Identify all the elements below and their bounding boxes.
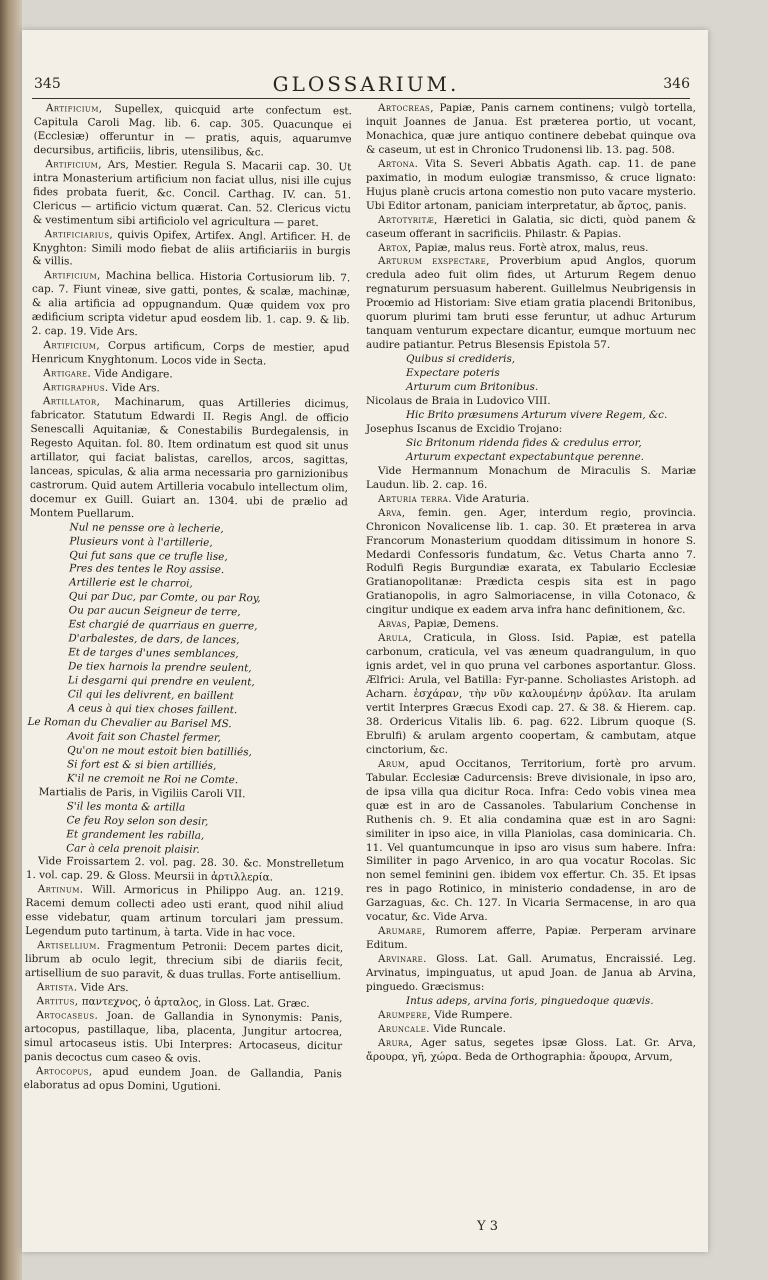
book-page: [22, 30, 708, 1252]
entry: [366, 1009, 696, 1023]
entry-text: Papiæ, Panis carnem continens; vulgò tortella, inquit Joannes de Janua. Est præterea portio, ut vocant, Monachica, quæ jure antiquo continere debebat quinque ova & caseum, ut est in Chronico Trudonensi lib. 13. pag. 508.: [366, 102, 696, 156]
entry-headword: Artona.: [378, 157, 419, 170]
entry-text: Fragmentum Petronii: Decem partes dicit, librum ab oculo legit, threcium sibi de diariis fecit, artisellium de suo paravit, & duas trullas. Forte antisellium.: [24, 939, 344, 983]
left-verses-1: [28, 521, 348, 720]
verse-line: Li desgarni qui prendre en veulent,: [67, 674, 255, 689]
entry-headword: Artisellium.: [37, 939, 101, 952]
running-title: GLOSSARIUM.: [272, 72, 460, 96]
entry: [32, 269, 351, 342]
verse-line: S'il les monta & artilla: [66, 800, 186, 814]
verse-line: Arturum cum Britonibus.: [406, 381, 539, 394]
right-verses-4: [366, 995, 696, 1009]
verse-line: De tiex harnois la prendre seulent,: [68, 660, 252, 675]
entry-headword: Arva,: [378, 506, 406, 519]
right-verses-1: [366, 353, 696, 395]
entry-headword: Artitus,: [36, 995, 79, 1008]
verse-line: Et grandement les rabilla,: [66, 827, 205, 842]
entry-text: Hæretici in Galatia, sic dicti, quòd panem & caseum offerant in sacrificiis. Philastr. & Papias.: [366, 213, 696, 240]
verse-line: Est chargié de quarriaus en guerre,: [68, 618, 258, 633]
entry-text: Proverbium apud Anglos, quorum credula adeo fuit olim fides, ut Arturum Regem denuo regnaturum persuasum haberent. Guillelmus Neubrigensis in Proœmio ad Historiam: Sive etiam gratia placendi Britonibus, quorum plurimi tam bruti esse feruntur, ut adhuc Arturum tanquam venturum expectare dicantur, eumque mortuum nec audire patiantur. Petrus Blesensis Epistola 57.: [366, 255, 696, 352]
entry-headword: Artocreas,: [378, 102, 434, 114]
entry: [31, 339, 349, 370]
entry-headword: Artificium,: [44, 269, 101, 283]
entry: [366, 1023, 696, 1037]
entry-text: Corpus artificum, Corps de mestier, apud Henricum Knyghtonum. Locos vide in Secta.: [31, 339, 350, 368]
left-verses-3: [26, 800, 345, 859]
header-rule: [32, 98, 690, 99]
entry-headword: Arturia terra.: [378, 492, 452, 505]
left-entries-3: [24, 855, 344, 1096]
entry-headword: Artotyritæ,: [378, 213, 438, 226]
right-citation-1: Nicolaus de Braia in Ludovico VIII.: [366, 395, 551, 408]
verse-line: Ce feu Roy selon son desir,: [66, 813, 209, 828]
entry-text: Craticula, in Gloss. Isid. Papiæ, est patella carbonum, craticula, vel vas æneum quadrangulum, in quo ignis ardet, vel in quo pruna vel carbones asportantur. Gloss. Ælfrici: Arula, vel Batilla: Fyr-panne. Scholiastes Aristoph. ad Acharn. ἐσχάραν, τὴν νῦν καλουμένην ἀρύλαν. Ita arulam vertit Interpres Græcus Exodi cap. 27. & 38. & Hierem. cap. 38. Ordericus Vitalis lib. 6. pag. 622. Librum quoque (S. Ebrulfi) & arulam argento coopertam, & cambutam, atque cinctorium, &c.: [366, 632, 696, 756]
left-column: [24, 102, 352, 1096]
entry-text: Will. Armoricus in Philippo Aug. an. 1219. Racemi demum collecti adeo usti erant, quod nihil aliud esse videbatur, quam artinum torculari jam pressum. Legendum puto tartinum, à tarta. Vide in hac voce.: [25, 883, 344, 941]
entry-text: Machinarum, quas Artilleries dicimus, fabricator. Statutum Edwardi II. Regis Angl. de officio Senescalli Aquitaniæ, & Conestabilis Burdegalensis, in Regesto Aquitan. fol. 80. Item ordinatum est quod sit unus artillator, qui faciat balistas, carellos, arcos, sagittas, lanceas, spiculas, & alia arma necessaria pro garnizionibus castrorum. Quid autem Artilleria vocabulo intellectum olim, docemur ex Guill. Guiart an. 1304. ubi de prælio ad Montem Puellarum.: [29, 395, 349, 520]
verse-line: Qu'on ne mout estoit bien batilliés,: [67, 744, 252, 759]
right-entries: [366, 102, 696, 353]
entry-text: Vide Hermannum Monachum de Miraculis S. Mariæ Laudun. lib. 2. cap. 16.: [366, 464, 696, 491]
entry-headword: Artista.: [36, 981, 78, 994]
entry-headword: Arumpere,: [378, 1008, 431, 1021]
entry-text: παντεχνος, ὁ ἀρταλος, in Gloss. Lat. Græc.: [78, 995, 310, 1010]
entry-text: Machina bellica. Historia Cortusiorum lib. 7. cap. 7. Fiunt vineæ, sive gatti, pontes, & scalæ, machinæ, & alia artificia ad oppugnandum. Quæ quidem vox pro ædificium scripta videtur apud eosdem lib. 1. cap. 9. & lib. 2. cap. 19. Vide Ars.: [31, 270, 351, 339]
entry-headword: Artox,: [378, 241, 412, 254]
entry: [366, 158, 696, 214]
entry: [366, 632, 696, 758]
verse-line: Hic Brito præsumens Arturum vivere Regem, &c.: [406, 408, 668, 421]
page-number-right: 346: [663, 76, 690, 92]
entry: [26, 855, 344, 886]
entry-headword: Artocaseus.: [36, 1009, 99, 1022]
entry-text: Martialis de Paris, in Vigiliis Caroli VII.: [38, 785, 246, 800]
book-spine: [0, 0, 22, 1280]
right-entries-2: [366, 465, 696, 995]
verse-line: Qui par Duc, par Comte, ou par Roy,: [68, 590, 261, 605]
entry: [32, 228, 350, 273]
verse-line: Qui fut sans que ce trufle lise,: [69, 548, 228, 563]
entry: [366, 255, 696, 353]
verse-line: K'il ne cremoit ne Roi ne Comte.: [66, 772, 239, 786]
verse-line: Car à cela prenoit plaisir.: [66, 841, 200, 856]
verse-line: Expectare poteris: [406, 367, 500, 380]
entry-text: Vide Ars.: [77, 981, 129, 995]
entry: [366, 214, 696, 242]
entry-text: Vide Andigare.: [91, 367, 173, 381]
entry-text: Vide Araturia.: [451, 492, 530, 505]
entry-text: apud Occitanos, Territorium, fortè pro arvum. Tabular. Ecclesiæ Cadurcensis: Breve divisionale, in ipso aro, de ipsa villa qua dicitur Roca. Infra: Cedo vobis vinea mea quæ est in aro de Cassanoles. Tabularium Conchense in Ruthenis ch. 9. Et alia condamina quæ est in aro Sagni: similiter in ipso aice, in villa Planiolas, casa dominicaria. Ch. 11. Vel quantumcunque in ipso aro visus sum habere. Infra: Similiter in pago Arvenico, in aro qua vocatur Rocolas. Sic non semel feminini gen. ibidem vox effertur. Ch. 35. Et ipsas res in pago Rotinico, in ministerio condadense, in aro de Garzaguas, &c. Ch. 127. In Vicaria Sermacense, in aro qua vocatur, &c. Vide Arva.: [366, 757, 696, 924]
verse-line: Arturum expectant expectabuntque perenne.: [406, 450, 645, 463]
verse-line: Pres des tentes le Roy assise.: [69, 562, 225, 577]
right-verses-2: [366, 409, 696, 423]
entry: [366, 758, 696, 925]
entry-headword: Artificium,: [45, 102, 103, 115]
entry-text: Papiæ, Demens.: [410, 618, 499, 631]
verse-line: Avoit fait son Chastel fermer,: [67, 730, 222, 744]
page-number-left: 345: [34, 76, 61, 92]
entry: [366, 507, 696, 619]
verse-line: Intus adeps, arvina foris, pinguedoque quævis.: [406, 995, 654, 1007]
entry-text: Gloss. Lat. Gall. Arumatus, Encraissié. Leg. Arvinatus, impinguatus, ut apud Joan. de Janua ab Arvina, pinguedo. Græcismus:: [366, 953, 696, 994]
entry-text: Rumorem afferre, Papiæ. Perperam arvinare Editum.: [366, 925, 696, 952]
entry: [366, 242, 696, 256]
entry-headword: Artigare.: [43, 367, 92, 380]
entry-headword: Artillator,: [42, 395, 101, 408]
entry: [25, 883, 344, 942]
entry: [366, 493, 696, 507]
entry-text: Vide Rumpere.: [430, 1008, 513, 1021]
entry: [25, 939, 343, 984]
entry: [24, 1009, 343, 1068]
entry: [366, 953, 696, 995]
entry-headword: Artificiarius,: [44, 227, 114, 241]
verse-line: Nul ne pensse ore à lecherie,: [69, 520, 224, 535]
entry: [366, 925, 696, 953]
entry: [33, 102, 352, 161]
verse-line: Plusieurs vont à l'artillerie,: [69, 534, 213, 549]
entry-headword: Arura,: [378, 1036, 413, 1049]
entry-headword: Arturum exspectare,: [378, 255, 490, 268]
entry: [30, 395, 349, 524]
entry-headword: Arumare,: [378, 925, 426, 938]
entry-text: Ars, Mestier. Regula S. Macarii cap. 30. Ut intra Monasterium artificium non faciat ullus, nisi ille cujus fides probata fuerit, &c. Concil. Carthag. IV. can. 51. Clericus — artificio victum quærat. Can. 52. Clericus victu & vestimentum sibi artificiolo vel agricultura — paret.: [32, 158, 352, 229]
entry-text: apud eundem Joan. de Gallandia, Panis elaboratus ad opus Domini, Ugutioni.: [23, 1065, 342, 1093]
entry-text: Joan. de Gallandia in Synonymis: Panis, artocopus, pastillaque, liba, placenta, Jungitur artocrea, simul artocaseus istis. Ubi Interpres: Artocaseus, dicitur panis decoctus cum caseo & ovis.: [23, 1009, 343, 1065]
entry-headword: Aruncale.: [378, 1022, 430, 1035]
entry-text: Ager satus, segetes ipsæ Gloss. Lat. Gr. Arva, ἄρουρα, γῆ, χώρα. Beda de Orthographia: ἄρουρα, Arvum,: [366, 1036, 696, 1063]
verse-line: Et de targes d'unes semblances,: [68, 646, 239, 661]
entry-headword: Artificium,: [45, 157, 103, 171]
left-note: Le Roman du Chevalier au Barisel MS.: [27, 715, 232, 731]
right-citation-2: Josephus Iscanus de Excidio Trojano:: [366, 422, 563, 435]
right-verses-3: [366, 437, 696, 465]
right-entries-3: [366, 1009, 696, 1065]
verse-line: Ou par aucun Seigneur de terre,: [68, 604, 241, 619]
verse-line: A ceus à qui tiex choses faillent.: [67, 702, 238, 717]
entry-headword: Artigraphus.: [42, 381, 109, 394]
entry-text: Vita S. Severi Abbatis Agath. cap. 11. de pane paximatio, in modum eulogiæ transmisso, & cruce lignato: Hujus planè crucis artona comestio non puto vacare mysterio. Ubi Editor artonam, paniciam interpretatur, ab ἄρτος, panis.: [366, 157, 696, 212]
left-entries: [30, 102, 352, 524]
entry-headword: Arvinare.: [378, 953, 427, 966]
left-verses-2: [27, 730, 346, 789]
entry-text: femin. gen. Ager, interdum regio, provincia. Chronicon Novalicense lib. 1. cap. 30. Et præterea in arva Francorum Monasterium quoddam ditissimum in honore S. Medardi Confessoris fundatum, &c. Vetus Charta anno 7. Rodulfi Regis Burgundiæ exarata, ex Tabulario Ecclesiæ Gratianopolitanæ: Prædicta cespis sita est in pago Gratianopolis, in agro Salmoriacense, in villa Cotonaco, & cingitur undique ex eadem arva infra hanc definitionem, &c.: [366, 506, 696, 617]
entry-headword: Arula,: [378, 632, 413, 645]
entry: [366, 102, 696, 158]
signature-mark: Y 3: [477, 1219, 498, 1234]
entry-text: Papiæ, malus reus. Fortè atrox, malus, reus.: [411, 241, 649, 254]
entry-text: Vide Runcale.: [429, 1022, 506, 1035]
entry: [366, 465, 696, 493]
verse-line: Si fort est & si bien artilliés,: [67, 758, 217, 772]
entry: [366, 618, 696, 632]
entry-headword: Artinum.: [37, 883, 84, 896]
verse-line: Artillerie est le charroi,: [68, 576, 193, 591]
entry-text: Supellex, quicquid arte confectum est. Capitula Caroli Mag. lib. 6. cap. 305. Quacunque ei (Ecclesiæ) offeruntur in — pratis, aquis, aquarumve decursibus, artificiis, libris, utensilibus, &c.: [33, 102, 352, 159]
entry: [24, 1065, 342, 1096]
entry-text: Vide Froissartem 2. vol. pag. 28. 30. &c. Monstrelletum 1. vol. cap. 29. & Gloss. Meursii in ἀρτιλλερία.: [25, 855, 345, 884]
entry: [366, 1037, 696, 1065]
verse-line: Cil qui les delivrent, en baillent: [67, 688, 234, 703]
verse-line: Quibus si credideris,: [406, 353, 516, 366]
entry-headword: Artificium,: [43, 339, 101, 352]
entry-headword: Artocopus,: [35, 1064, 93, 1078]
entry-headword: Arum,: [378, 757, 410, 770]
entry-text: Vide Ars.: [108, 381, 160, 395]
running-header: [32, 72, 700, 96]
verse-line: D'arbalestes, de dars, de lances,: [68, 632, 240, 647]
verse-line: Sic Britonum ridenda fides & credulus error,: [406, 436, 642, 449]
entry-headword: Arvas,: [378, 618, 411, 631]
entry-text: quivis Opifex, Artifex. Angl. Artificer. H. de Knyghton: Simili modo fiebat de aliis artificiariis in burgis & villis.: [32, 228, 351, 268]
entry: [33, 158, 352, 231]
right-column: [366, 102, 696, 1065]
